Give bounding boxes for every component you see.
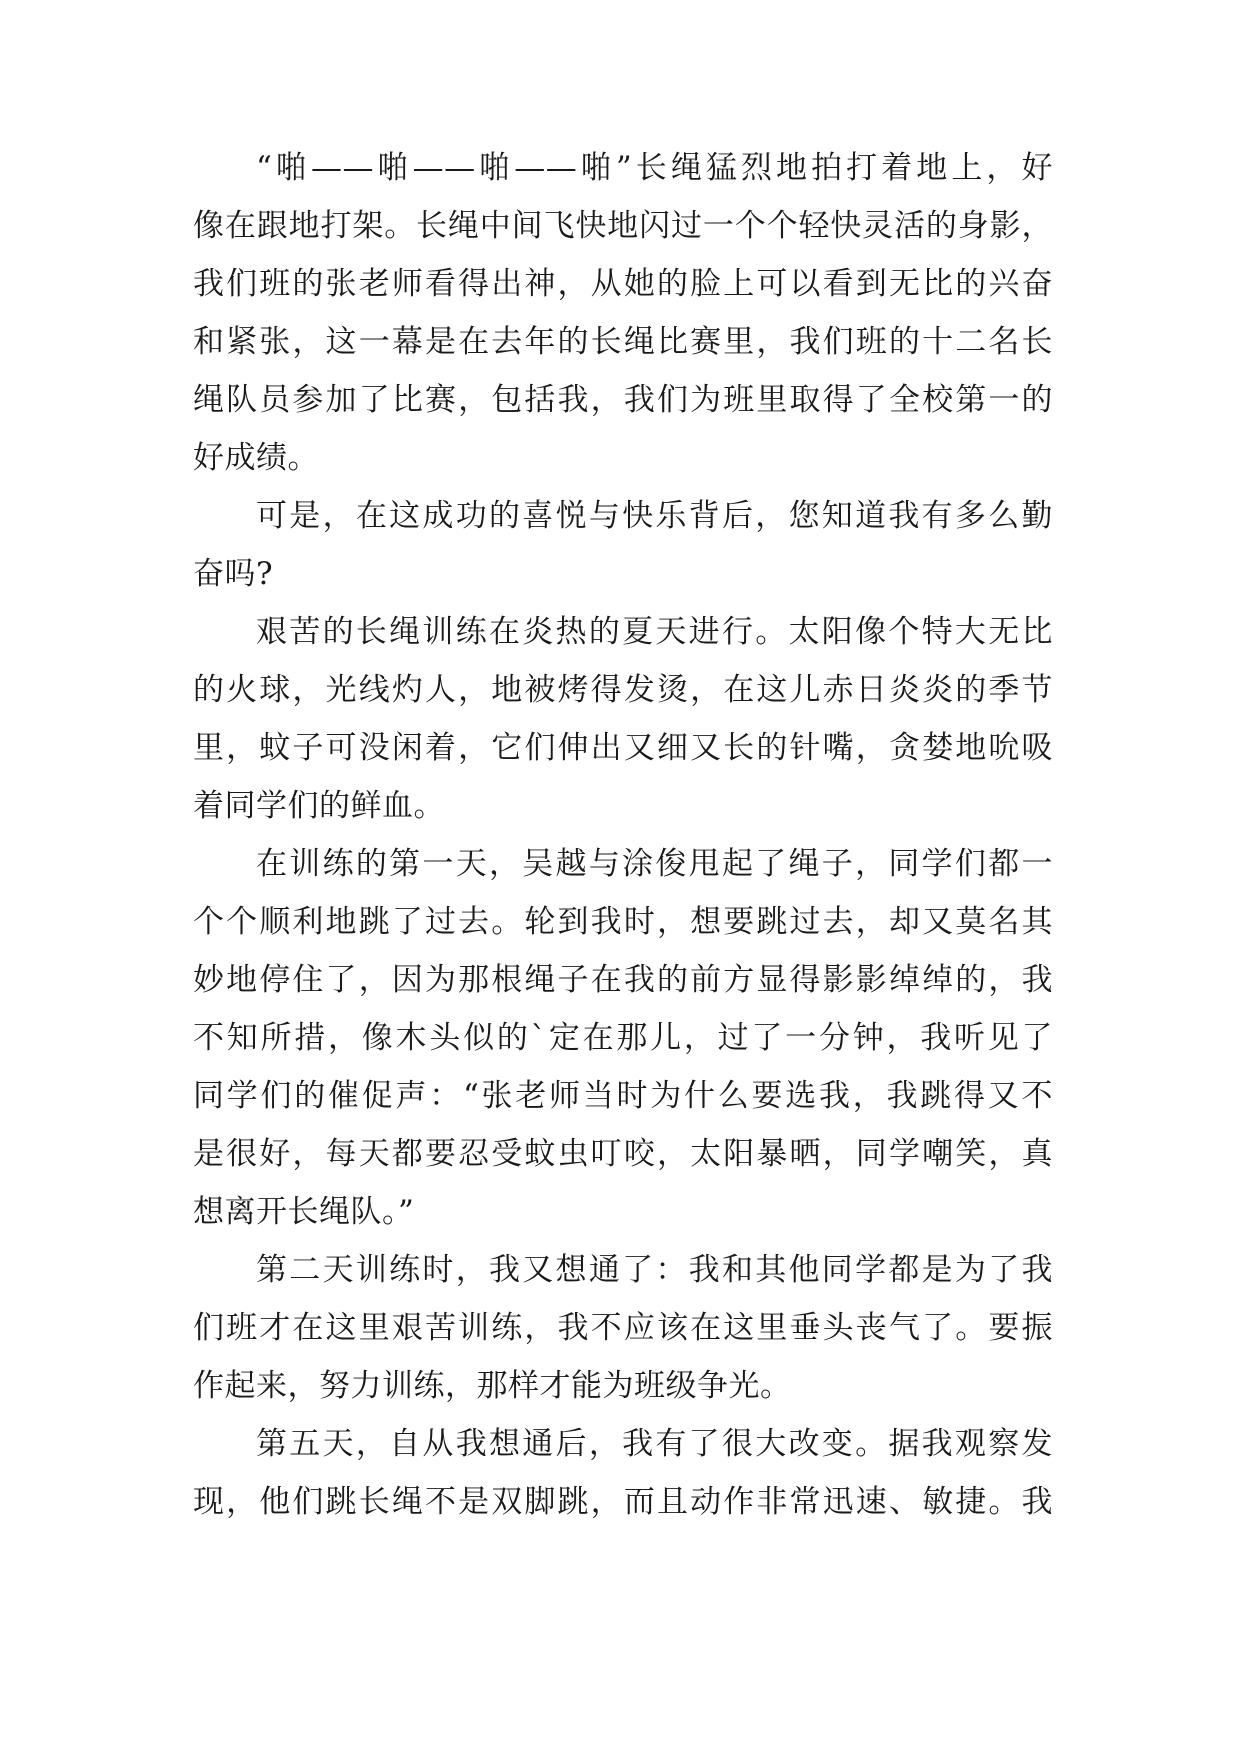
text-line: 同学们的催促声：“张老师当时为什么要选我，我跳得又不	[193, 1078, 1053, 1114]
text-line: 个个顺利地跳了过去。轮到我时，想要跳过去，却又莫名其	[193, 904, 1053, 940]
text-line: 里，蚊子可没闲着，它们伸出又细又长的针嘴，贪婪地吮吸	[193, 730, 1053, 766]
text-line: 像在跟地打架。长绳中间飞快地闪过一个个轻快灵活的身影，	[193, 208, 1053, 244]
text-line: 第二天训练时，我又想通了：我和其他同学都是为了我	[256, 1252, 1053, 1288]
text-line: 不知所措，像木头似的`定在那儿，过了一分钟，我听见了	[193, 1020, 1053, 1056]
text-line: 想离开长绳队。”	[193, 1194, 415, 1230]
text-line: 第五天，自从我想通后，我有了很大改变。据我观察发	[256, 1426, 1053, 1462]
text-line: 妙地停住了，因为那根绳子在我的前方显得影影绰绰的，我	[193, 962, 1053, 998]
text-line: 艰苦的长绳训练在炎热的夏天进行。太阳像个特大无比	[256, 614, 1053, 650]
text-line: 作起来，努力训练，那样才能为班级争光。	[193, 1368, 792, 1404]
text-line: 在训练的第一天，吴越与涂俊甩起了绳子，同学们都一	[256, 846, 1053, 882]
text-line: 的火球，光线灼人，地被烤得发烫，在这儿赤日炎炎的季节	[193, 672, 1053, 708]
text-line: 可是，在这成功的喜悦与快乐背后，您知道我有多么勤	[256, 498, 1053, 534]
text-line: 是很好，每天都要忍受蚊虫叮咬，太阳暴晒，同学嘲笑，真	[193, 1136, 1053, 1172]
text-line: 我们班的张老师看得出神，从她的脸上可以看到无比的兴奋	[193, 266, 1053, 302]
text-line: “啪——啪——啪——啪”长绳猛烈地拍打着地上，好	[256, 150, 1053, 186]
text-line: 们班才在这里艰苦训练，我不应该在这里垂头丧气了。要振	[193, 1310, 1053, 1346]
text-line: 和紧张，这一幕是在去年的长绳比赛里，我们班的十二名长	[193, 324, 1053, 360]
text-line: 奋吗?	[193, 556, 274, 592]
text-line: 好成绩。	[193, 440, 319, 476]
text-line: 现，他们跳长绳不是双脚跳，而且动作非常迅速、敏捷。我	[193, 1484, 1053, 1520]
text-line: 着同学们的鲜血。	[193, 788, 445, 824]
text-line: 绳队员参加了比赛，包括我，我们为班里取得了全校第一的	[193, 382, 1053, 418]
